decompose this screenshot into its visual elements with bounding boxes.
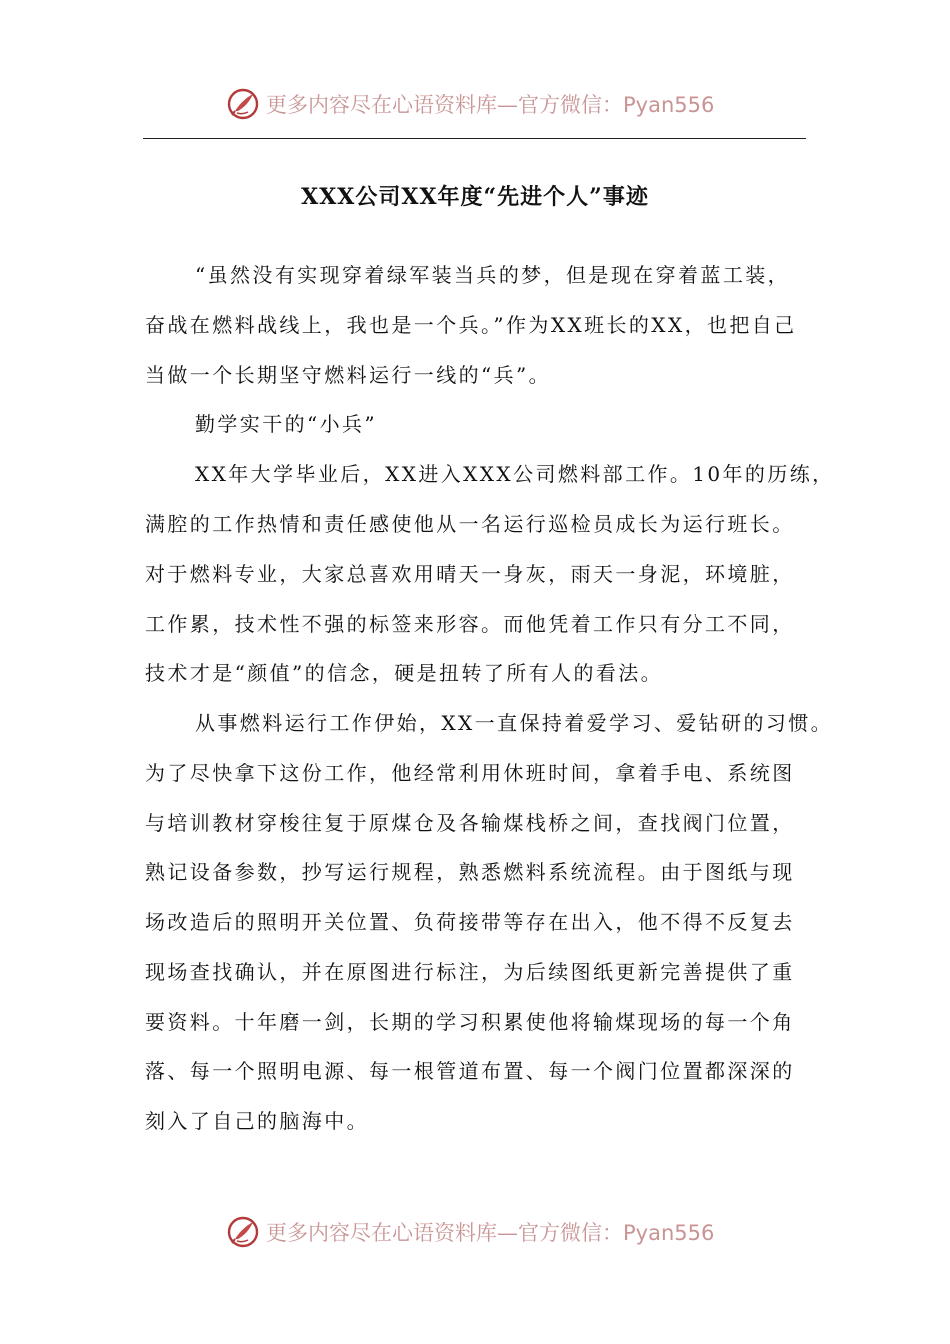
header-divider [143, 138, 806, 139]
body-line: “虽然没有实现穿着绿军装当兵的梦，但是现在穿着蓝工装， [195, 263, 791, 287]
body-line: 刻入了自己的脑海中。 [145, 1109, 369, 1133]
document-title: XXX公司XX年度“先进个人”事迹 [301, 184, 649, 210]
body-line: 现场查找确认，并在原图进行标注，为后续图纸更新完善提供了重 [145, 960, 795, 984]
body-line: 对于燃料专业，大家总喜欢用晴天一身灰，雨天一身泥，环境脏， [145, 562, 795, 586]
body-line: 为了尽快拿下这份工作，他经常利用休班时间，拿着手电、系统图 [145, 761, 795, 785]
body-line: XX年大学毕业后，XX进入XXX公司燃料部工作。10年的历练， [195, 462, 835, 486]
header-banner-text: 更多内容尽在心语资料库—官方微信：Pyan556 [266, 93, 715, 117]
body-line: 技术才是“颜值”的信念，硬是扭转了所有人的看法。 [145, 661, 664, 685]
body-line: 从事燃料运行工作伊始，XX一直保持着爱学习、爱钻研的习惯。 [195, 711, 834, 735]
body-line: 与培训教材穿梭往复于原煤仓及各输煤栈桥之间，查找阀门位置， [145, 811, 795, 835]
footer-wechat-id: Pyan556 [623, 1221, 715, 1245]
body-line: 当做一个长期坚守燃料运行一线的“兵”。 [145, 363, 552, 387]
header-banner [226, 84, 746, 124]
footer-banner-text: 更多内容尽在心语资料库—官方微信：Pyan556 [266, 1221, 715, 1245]
body-line: 落、每一个照明电源、每一根管道布置、每一个阀门位置都深深的 [145, 1059, 795, 1083]
section-heading: 勤学实干的“小兵” [195, 412, 378, 436]
body-line: 场改造后的照明开关位置、负荷接带等存在出入，他不得不反复去 [145, 910, 795, 934]
body-line: 奋战在燃料战线上，我也是一个兵。”作为XX班长的XX，也把自己 [145, 313, 797, 337]
body-line: 工作累，技术性不强的标签来形容。而他凭着工作只有分工不同， [145, 612, 795, 636]
footer-banner [226, 1212, 746, 1252]
body-line: 满腔的工作热情和责任感使他从一名运行巡检员成长为运行班长。 [145, 512, 795, 536]
body-line: 熟记设备参数，抄写运行规程，熟悉燃料系统流程。由于图纸与现 [145, 860, 795, 884]
body-line: 要资料。十年磨一剑，长期的学习积累使他将输煤现场的每一个角 [145, 1010, 795, 1034]
quill-logo-icon [226, 87, 260, 121]
header-wechat-id: Pyan556 [623, 93, 715, 117]
quill-logo-icon [226, 1215, 260, 1249]
